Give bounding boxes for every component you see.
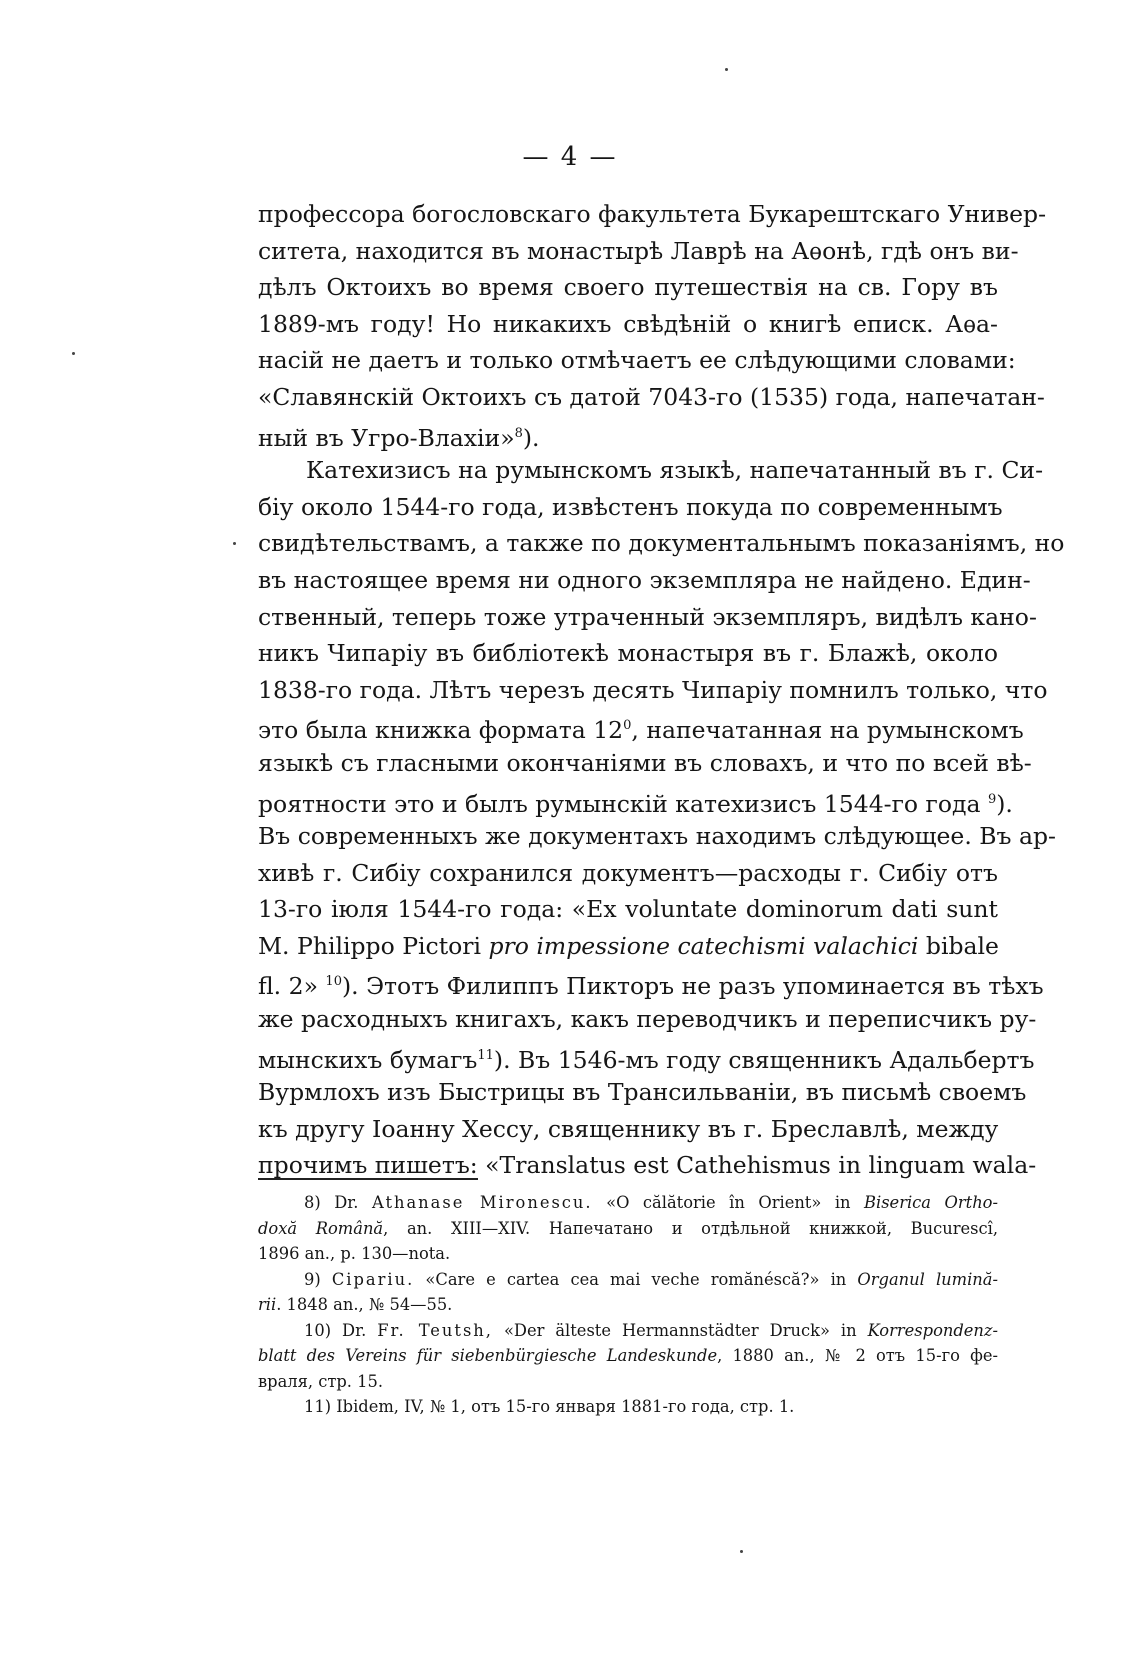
text-fragment: 8) Dr.: [304, 1193, 372, 1212]
text-line: [258, 964, 1044, 1001]
text-line: [258, 416, 998, 453]
text-fragment: «Care e cartea cea mai veche romănéscă?» in: [414, 1269, 858, 1289]
text-fragment: «Der älteste Hermannstädter Druck» in: [492, 1320, 868, 1340]
text-fragment: ный въ Угро-Влахіи»: [258, 423, 515, 452]
scan-speck: [72, 352, 75, 355]
latin-italic-phrase: pro impessione catechismi valachici: [488, 931, 919, 960]
text-line: профессора богословскаго факультета Букарештскаго Универ-: [258, 200, 1047, 228]
text-fragment: 10) Dr.: [304, 1320, 378, 1340]
text-fragment: ).: [996, 789, 1013, 818]
text-line: языкѣ съ гласными окончаніями въ словахъ, и что по всей вѣ-: [258, 748, 1032, 777]
footnote-title: Biserica Ortho-: [864, 1193, 998, 1212]
footnote-title: rii: [258, 1295, 277, 1314]
footnote-10-line: [258, 1343, 998, 1369]
footnote-title: blatt des Vereins für siebenbürgiesche Landeskunde: [258, 1346, 718, 1365]
footnote-8: [258, 1190, 998, 1216]
footnote-11: 11) Ibidem, IV, № 1, отъ 15-го января 1881-го года, стр. 1.: [304, 1397, 795, 1416]
text-line: [258, 928, 998, 965]
text-line: свидѣтельствамъ, а также по документальнымъ показаніямъ, но: [258, 529, 1065, 558]
footnote-title: doxă Română: [258, 1218, 384, 1238]
text-fragment: M. Philippo Pictori: [258, 931, 489, 960]
footnote-title: Organul lumină-: [857, 1269, 998, 1289]
text-fragment: bibale: [918, 931, 999, 960]
text-fragment: мынскихъ бумагъ: [258, 1045, 478, 1074]
text-line: 1889-мъ году! Но никакихъ свѣдѣній о книгѣ еписк. Аѳа-: [258, 309, 998, 338]
text-line: въ настоящее время ни одного экземпляра не найдено. Един-: [258, 565, 1031, 594]
footnote-ref-11[interactable]: 11: [477, 1047, 494, 1063]
footnote-divider: [258, 1178, 478, 1180]
scan-speck: [725, 68, 728, 71]
text-line: насій не даетъ и только отмѣчаетъ ее слѣдующими словами:: [258, 346, 1016, 375]
text-line: прочимъ пишетъ: «Translatus est Cathehismus in linguam wala-: [258, 1151, 1037, 1180]
text-line: [258, 782, 1013, 819]
text-line: біу около 1544-го года, извѣстенъ покуда по современнымъ: [258, 492, 1003, 521]
text-line: ственный, теперь тоже утраченный экземпляръ, видѣлъ кано-: [258, 602, 1037, 631]
footnote-author: Cipariu.: [331, 1269, 415, 1289]
scan-speck: [233, 542, 236, 545]
text-fragment: , 1880 an., № 2 отъ 15-го фе-: [717, 1346, 998, 1365]
text-fragment: , an. XIII—XIV. Напечатано и отдѣльной книжкой, Bucurescî,: [383, 1218, 998, 1238]
text-line: «Славянскій Октоихъ съ датой 7043-го (1535) года, напечатан-: [258, 382, 1045, 411]
footnote-author: Athanase Mironescu.: [371, 1193, 593, 1212]
text-line: никъ Чипаріу въ библіотекѣ монастыря въ г. Блажѣ, около: [258, 639, 998, 668]
text-fragment: это была книжка формата 12: [258, 716, 624, 745]
text-fragment: , напечатанная на румынскомъ: [631, 716, 1024, 745]
text-line: къ другу Іоанну Хессу, священнику въ г. Бреславлѣ, между: [258, 1114, 999, 1143]
text-fragment: 9): [304, 1269, 332, 1289]
text-fragment: ). Въ 1546-мъ году священникъ Адальбертъ: [493, 1045, 1035, 1074]
degree-superscript: 0: [623, 718, 632, 734]
footnote-9-line: [258, 1292, 998, 1318]
text-line: 1838-го года. Лѣтъ черезъ десять Чипаріу помнилъ только, что: [258, 675, 1048, 704]
text-fragment: . 1848 an., № 54—55.: [276, 1295, 453, 1314]
footnote-10: [258, 1318, 998, 1344]
text-fragment: ).: [522, 423, 540, 452]
text-line: Катехизисъ на румынскомъ языкѣ, напечатанный въ г. Си-: [306, 456, 1044, 485]
footnote-ref-9[interactable]: 9: [987, 791, 997, 807]
text-line: 13-го іюля 1544-го года: «Ex voluntate dominorum dati sunt: [258, 895, 998, 924]
footnote-ref-8[interactable]: 8: [514, 425, 523, 441]
main-text: [258, 196, 1065, 1184]
text-line: [258, 1038, 1035, 1075]
scan-speck: [740, 1550, 743, 1553]
text-line: дѣлъ Октоихъ во время своего путешествія на св. Гору въ: [258, 273, 998, 302]
footnotes: [258, 1190, 998, 1420]
footnote-8-line: 1896 an., p. 130—nota.: [258, 1244, 451, 1263]
text-line: [258, 708, 1024, 745]
footnote-title: Korrespondenz-: [867, 1320, 998, 1340]
page-number: — 4 —: [522, 142, 618, 172]
footnote-ref-10[interactable]: 10: [325, 974, 342, 990]
text-line: хивѣ г. Сибіу сохранился документъ—расходы г. Сибіу отъ: [258, 858, 998, 887]
text-fragment: ). Этотъ Филиппъ Пикторъ не разъ упоминается въ тѣхъ: [341, 972, 1044, 1001]
footnote-8-line: [258, 1216, 998, 1242]
footnote-10-line: враля, стр. 15.: [258, 1371, 384, 1391]
text-fragment: роятности это и былъ румынскій катехизисъ 1544-го года: [258, 789, 988, 818]
footnote-9: [258, 1267, 998, 1293]
text-line: Вурмлохъ изъ Быстрицы въ Трансильваніи, въ письмѣ своемъ: [258, 1078, 1027, 1107]
text-fragment: fl. 2»: [258, 972, 326, 1001]
text-line: Въ современныхъ же документахъ находимъ слѣдующее. Въ ар-: [258, 822, 1056, 851]
text-line: же расходныхъ книгахъ, какъ переводчикъ и переписчикъ ру-: [258, 1005, 1037, 1034]
text-line: ситета, находится въ монастырѣ Лаврѣ на Аѳонѣ, гдѣ онъ ви-: [258, 236, 1019, 265]
footnote-author: Fr. Teutsh,: [377, 1320, 493, 1340]
text-fragment: «O călătorie în Orient» in: [592, 1193, 865, 1212]
